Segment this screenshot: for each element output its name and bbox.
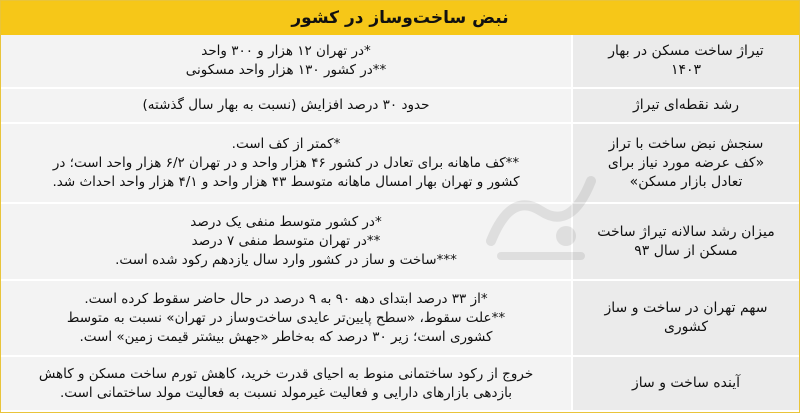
row-value xyxy=(1,203,572,280)
row-label xyxy=(572,356,799,411)
value-line: *کمتر از کف است. xyxy=(231,135,341,152)
value-line: **در تهران متوسط منفی ۷ درصد xyxy=(191,233,381,249)
value-line: *در کشور متوسط منفی یک درصد xyxy=(190,214,382,230)
label-line: میزان رشد سالانه تیراژ ساخت xyxy=(597,223,775,240)
label-line: تیراژ ساخت مسکن در بهار xyxy=(608,43,764,59)
value-line: *در تهران ۱۲ هزار و ۳۰۰ واحد xyxy=(201,43,371,59)
row-value xyxy=(1,356,572,411)
row-value xyxy=(1,88,572,123)
row-label xyxy=(572,280,799,356)
row-value xyxy=(1,123,572,203)
label-line: سهم تهران در ساخت و ساز xyxy=(604,300,768,316)
label-line: کشوری xyxy=(663,319,709,335)
value-line: **علت سقوط، «سطح پایین‌تر عایدی ساخت‌وساز در تهران» نسبت به متوسط xyxy=(66,309,506,326)
row-label xyxy=(572,35,799,88)
label-line: سنجش نبض ساخت با تراز xyxy=(608,135,764,152)
table-row xyxy=(1,35,799,88)
table-row xyxy=(1,123,799,203)
value-line: کشوری است؛ زیر ۳۰ درصد که به‌خاطر «جهش بیشتر قیمت زمین» است. xyxy=(79,328,493,345)
value-line: *از ۳۳ درصد ابتدای دهه ۹۰ به ۹ درصد در حال حاضر سقوط کرده است. xyxy=(84,290,488,307)
value-line: **کف ماهانه برای تعادل در کشور ۴۶ هزار واحد و در تهران ۶/۲ هزار واحد است؛ در xyxy=(52,154,520,171)
value-line: ***ساخت و ساز در کشور وارد سال یازدهم رکود شده است. xyxy=(115,252,457,268)
table-row xyxy=(1,88,799,123)
row-label xyxy=(572,203,799,280)
label-line: مسکن از سال ۹۳ xyxy=(634,242,738,259)
row-value xyxy=(1,280,572,356)
label-line: ۱۴۰۳ xyxy=(670,62,702,78)
data-table xyxy=(1,35,799,412)
table-row xyxy=(1,280,799,356)
value-line: **در کشور ۱۳۰ هزار واحد مسکونی xyxy=(185,62,387,78)
table-row xyxy=(1,356,799,411)
label-line: «کف عرضه مورد نیاز برای xyxy=(607,154,765,171)
value-line: بازدهی بازارهای دارایی و فعالیت غیرمولد نسبت به فعالیت مولد ساختمانی است. xyxy=(60,384,512,401)
table-row xyxy=(1,203,799,280)
value-line: حدود ۳۰ درصد افزایش (نسبت به بهار سال گذشته) xyxy=(142,97,430,113)
label-line: رشد نقطه‌ای تیراژ xyxy=(632,97,740,113)
row-label xyxy=(572,88,799,123)
label-line: آینده ساخت و ساز xyxy=(632,375,740,391)
row-value xyxy=(1,35,572,88)
label-line: تعادل بازار مسکن» xyxy=(629,173,743,190)
value-line: خروج از رکود ساختمانی منوط به احیای قدرت خرید، کاهش تورم ساخت مسکن و کاهش xyxy=(38,365,534,382)
value-line: کشور و تهران بهار امسال ماهانه متوسط ۴۳ هزار واحد و ۴/۱ هزار واحد احداث شد. xyxy=(52,173,520,190)
row-label xyxy=(572,123,799,203)
page-title: نبض ساخت‌وساز در کشور xyxy=(1,1,799,35)
